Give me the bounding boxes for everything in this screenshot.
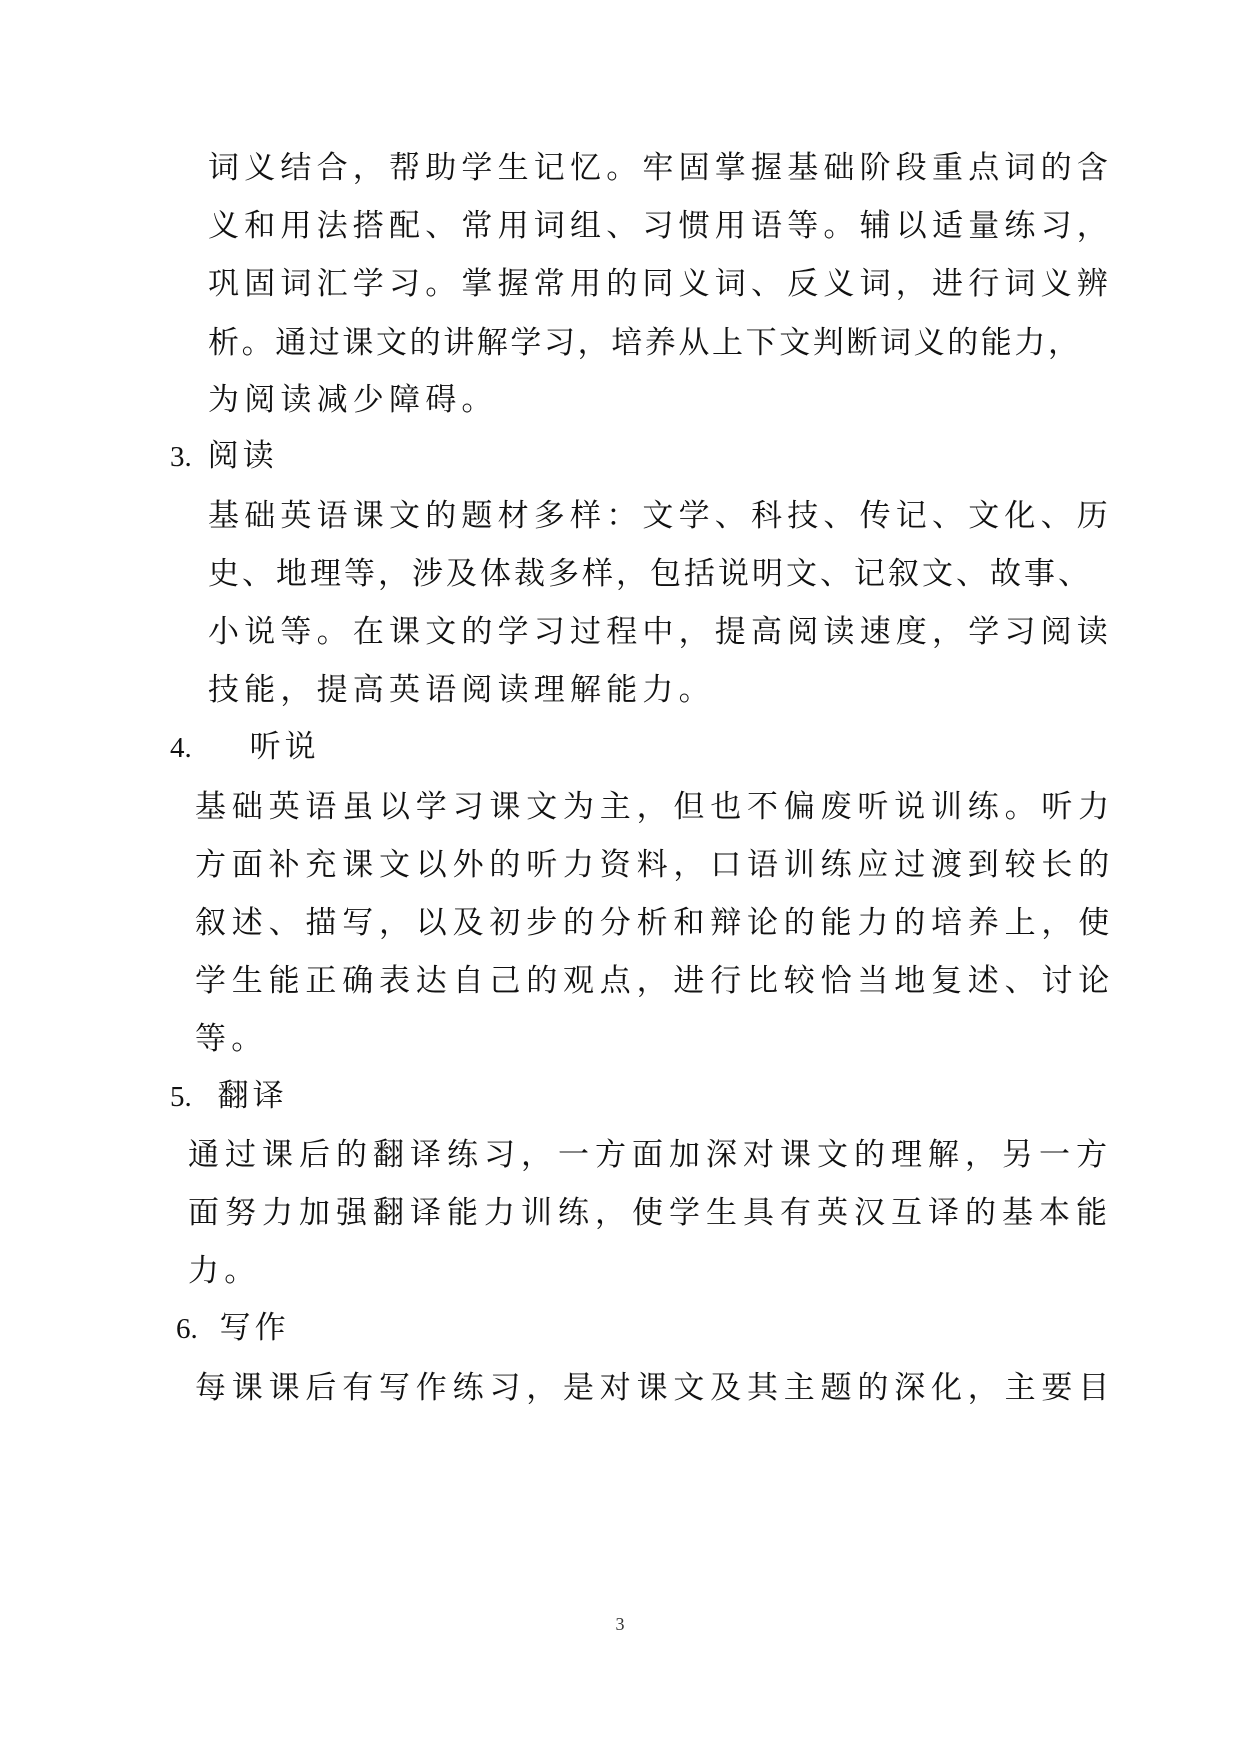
paragraph-line: 力。	[188, 1253, 261, 1289]
paragraph-line: 义和用法搭配、常用词组、习惯用语等。辅以适量练习，	[208, 208, 1113, 244]
paragraph-line: 通过课后的翻译练习，一方面加深对课文的理解，另一方	[188, 1137, 1113, 1173]
section-number: 5.	[170, 1081, 192, 1113]
section-title: 翻译	[217, 1078, 288, 1114]
paragraph-line: 学生能正确表达自己的观点，进行比较恰当地复述、讨论	[195, 963, 1115, 999]
paragraph-line: 等。	[195, 1021, 268, 1057]
section-number: 3.	[170, 441, 192, 473]
paragraph-line: 词义结合，帮助学生记忆。牢固掌握基础阶段重点词的含	[208, 150, 1113, 186]
page-number: 3	[615, 1614, 625, 1634]
section-number: 6.	[176, 1313, 198, 1345]
section-heading-listening-speaking	[170, 727, 320, 768]
paragraph-line: 叙述、描写，以及初步的分析和辩论的能力的培养上，使	[195, 905, 1115, 941]
section-number: 4.	[170, 732, 192, 764]
paragraph-line: 巩固词汇学习。掌握常用的同义词、反义词，进行词义辨	[208, 266, 1113, 302]
paragraph-line: 面努力加强翻译能力训练，使学生具有英汉互译的基本能	[188, 1195, 1113, 1231]
paragraph-line: 为阅读减少障碍。	[208, 382, 498, 418]
section-title: 阅读	[207, 438, 278, 474]
section-title: 听说	[249, 729, 320, 765]
paragraph-line: 析。通过课文的讲解学习，培养从上下文判断词义的能力，	[208, 325, 1082, 361]
section-heading-writing	[176, 1308, 290, 1349]
section-heading-reading	[170, 436, 278, 477]
section-heading-translation	[170, 1076, 288, 1117]
paragraph-line: 基础英语课文的题材多样：文学、科技、传记、文化、历	[208, 498, 1113, 534]
paragraph-line: 每课课后有写作练习，是对课文及其主题的深化，主要目	[195, 1370, 1115, 1406]
paragraph-line: 小说等。在课文的学习过程中，提高阅读速度，学习阅读	[208, 614, 1113, 650]
paragraph-line: 技能，提高英语阅读理解能力。	[208, 672, 715, 708]
section-title: 写作	[219, 1310, 290, 1346]
paragraph-line: 基础英语虽以学习课文为主，但也不偏废听说训练。听力	[195, 789, 1115, 825]
paragraph-line: 史、地理等，涉及体裁多样，包括说明文、记叙文、故事、	[208, 556, 1092, 592]
paragraph-line: 方面补充课文以外的听力资料，口语训练应过渡到较长的	[195, 847, 1115, 883]
